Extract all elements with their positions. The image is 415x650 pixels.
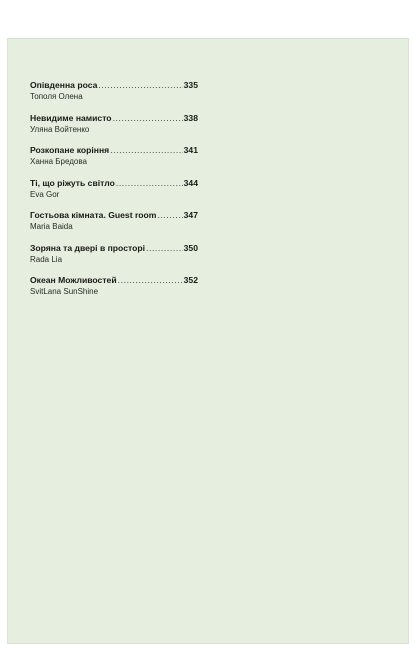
toc-page-number: 352 [183,275,198,285]
toc-title: Опівденна роса [30,80,98,90]
dot-leader [146,243,183,254]
toc-page-number: 350 [183,242,198,253]
toc-title: Гостьова кімната. Guest room [30,210,157,220]
dot-leader [157,210,182,221]
toc-title-line [30,243,198,254]
toc-page-number: 347 [183,210,198,220]
table-of-contents [30,80,198,308]
toc-title-line [30,80,198,91]
toc-title-line [30,145,198,156]
toc-entry [30,113,198,146]
toc-entry [30,80,198,113]
toc-title: Океан Можливостей [30,275,117,285]
dot-leader [116,178,183,189]
dot-leader [118,275,183,286]
toc-entry [30,210,198,243]
toc-author: Тополя Олена [30,92,83,101]
toc-title-line [30,275,198,286]
toc-title: Невидиме намисто [30,112,112,123]
toc-page-number: 341 [183,145,198,155]
scan-margin [0,0,415,38]
dot-leader [98,80,182,91]
toc-author: Ханна Бредова [30,157,87,166]
toc-author: SvitLana SunShine [30,287,99,296]
toc-title-line [30,210,198,221]
toc-entry [30,145,198,178]
toc-author: Eva Gor [30,189,60,199]
dot-leader [113,113,183,124]
toc-entry [30,178,198,211]
toc-page-number: 344 [183,177,198,188]
toc-title: Ті, що ріжуть світло [30,177,115,188]
toc-title-line [30,178,198,189]
toc-author: Rada Lia [30,254,63,264]
toc-entry [30,275,198,308]
toc-title: Зоряна та двері в просторі [30,242,145,253]
toc-page-number: 338 [183,112,198,123]
dot-leader [110,145,182,156]
toc-author: Maria Baida [30,222,73,231]
toc-entry [30,243,198,276]
toc-title: Розкопане коріння [30,145,110,155]
toc-author: Уляна Войтенко [30,124,90,134]
toc-page-number: 335 [183,80,198,90]
toc-title-line [30,113,198,124]
book-page [7,38,409,644]
